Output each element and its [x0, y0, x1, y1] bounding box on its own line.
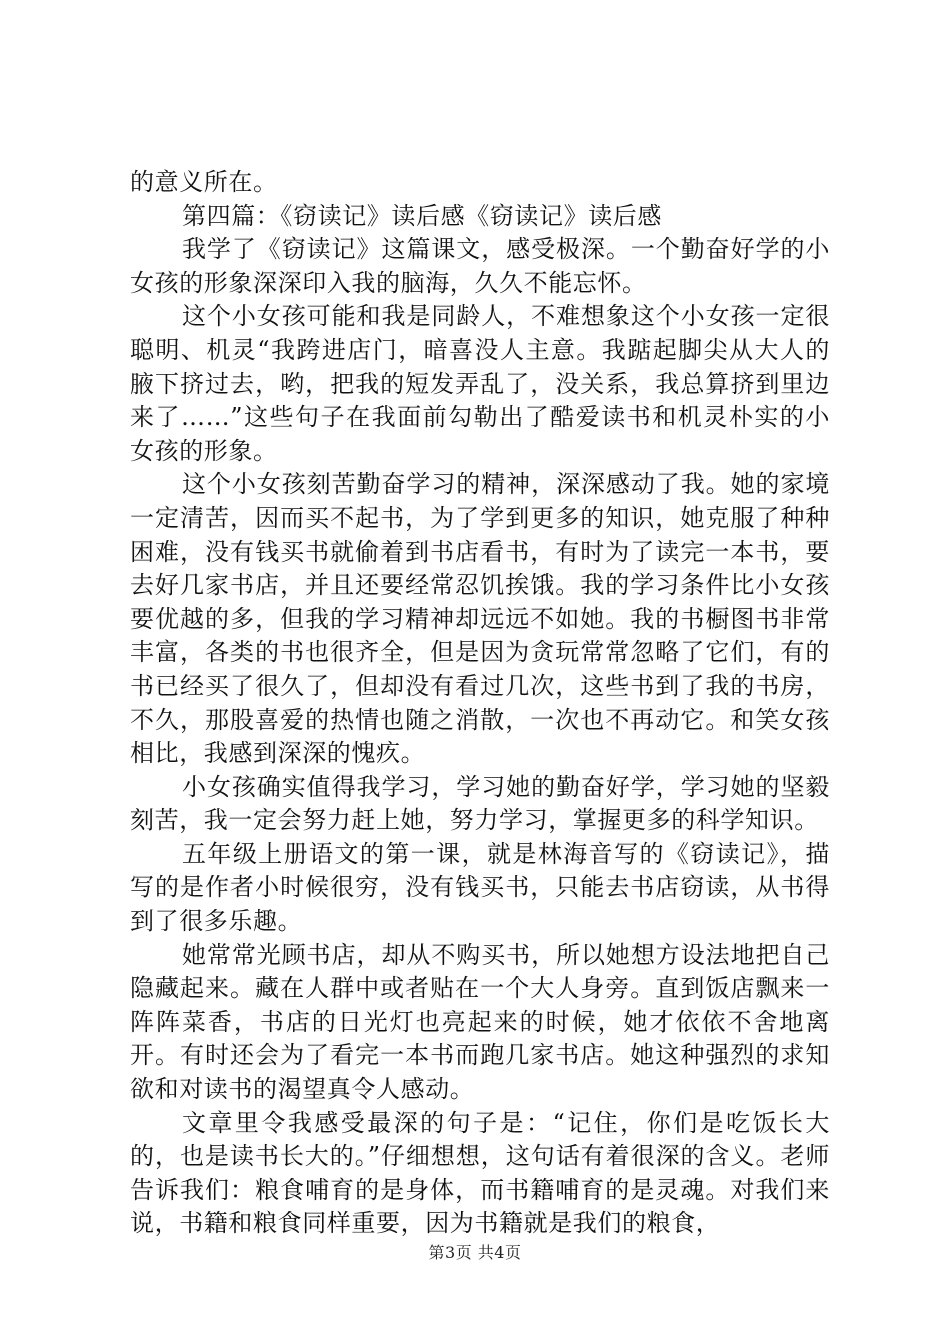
- paragraph-continuation: 的意义所在。: [130, 168, 278, 196]
- paragraph: 小女孩确实值得我学习，学习她的勤奋好学，学习她的坚毅刻苦，我一定会努力赶上她，努力学习，掌握更多的科学知识。: [130, 772, 830, 835]
- document-body: [130, 166, 830, 1241]
- page-footer: 第3页 共4页: [428, 1243, 522, 1262]
- paragraph: 这个小女孩刻苦勤奋学习的精神，深深感动了我。她的家境一定清苦，因而买不起书，为了学到更多的知识，她克服了种种困难，没有钱买书就偷着到书店看书，有时为了读完一本书，要去好几家书店，并且还要经常忍饥挨饿。我的学习条件比小女孩要优越的多，但我的学习精神却远远不如她。我的书橱图书非常丰富，各类的书也很齐全，但是因为贪玩常常忽略了它们，有的书已经买了很久了，但却没有看过几次，这些书到了我的书房，不久，那股喜爱的热情也随之消散，一次也不再动它。和笑女孩相比，我感到深深的愧疚。: [130, 470, 830, 768]
- paragraph: 她常常光顾书店，却从不购买书，所以她想方设法地把自己隐藏起来。藏在人群中或者贴在一个大人身旁。直到饭店飘来一阵阵菜香，书店的日光灯也亮起来的时候，她才依依不舍地离开。有时还会为了看完一本书而跑几家书店。她这种强烈的求知欲和对读书的渴望真令人感动。: [130, 940, 830, 1104]
- paragraph: 这个小女孩可能和我是同龄人，不难想象这个小女孩一定很聪明、机灵“我跨进店门，暗喜没人主意。我踮起脚尖从大人的腋下挤过去，哟，把我的短发弄乱了，没关系，我总算挤到里边来了……”这些句子在我面前勾勒出了酷爱读书和机灵朴实的小女孩的形象。: [130, 302, 830, 465]
- paragraph: 我学了《窃读记》这篇课文，感受极深。一个勤奋好学的小女孩的形象深深印入我的脑海，久久不能忘怀。: [130, 235, 830, 297]
- section-heading: 第四篇：《窃读记》读后感《窃读记》读后感: [182, 201, 662, 230]
- paragraph: 文章里令我感受最深的句子是：“记住，你们是吃饭长大的，也是读书长大的。”仔细想想，这句话有着很深的含义。老师告诉我们：粮食哺育的是身体，而书籍哺育的是灵魂。对我们来说，书籍和粮食同样重要，因为书籍就是我们的粮食，: [130, 1108, 830, 1238]
- paragraph: 五年级上册语文的第一课，就是林海音写的《窃读记》，描写的是作者小时候很穷，没有钱买书，只能去书店窃读，从书得到了很多乐趣。: [130, 839, 830, 936]
